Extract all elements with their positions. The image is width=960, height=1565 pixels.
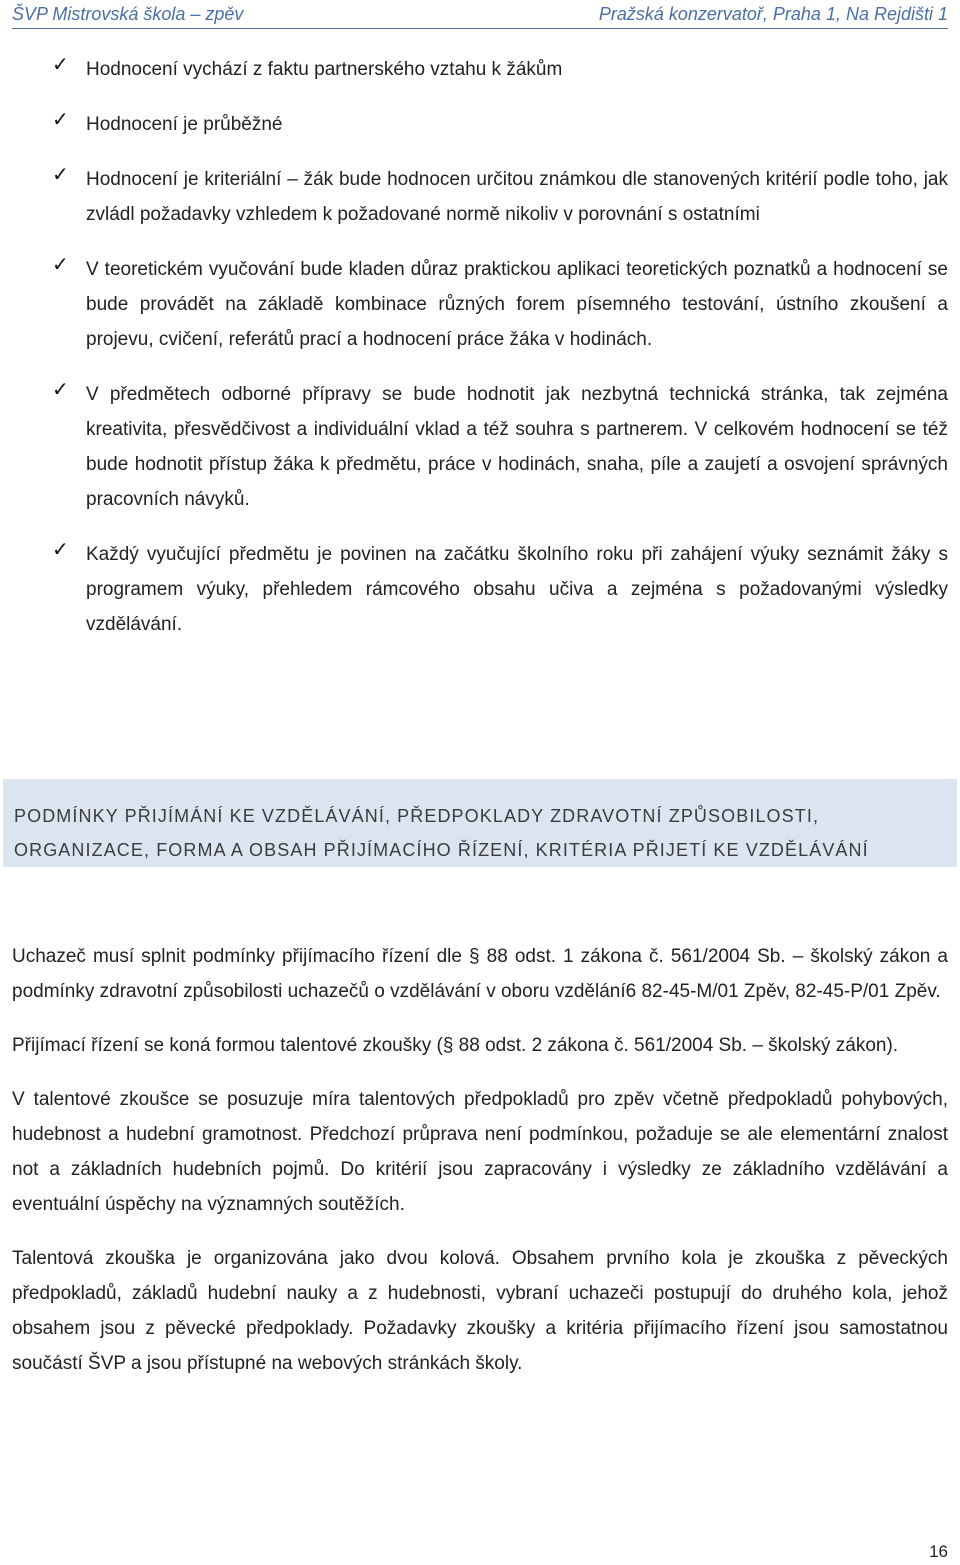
check-mark-icon: ✓ xyxy=(52,377,69,401)
admission-body xyxy=(12,939,948,1400)
check-mark-icon: ✓ xyxy=(52,107,69,131)
check-mark-icon: ✓ xyxy=(52,537,69,561)
list-item-text: V teoretickém vyučování bude kladen důraz praktickou aplikaci teoretických poznatků a hodnocení se bude provádět na základě kombinace různých forem písemného testování, ústního zkoušení a projevu, cvičení, referátů prací a hodnocení práce žáka v hodinách. xyxy=(86,259,948,350)
list-item xyxy=(52,162,948,232)
evaluation-criteria-list xyxy=(52,52,948,642)
check-mark-icon: ✓ xyxy=(52,52,69,76)
check-mark-icon: ✓ xyxy=(52,252,69,276)
section-heading-text: PODMÍNKY PŘIJÍMÁNÍ KE VZDĚLÁVÁNÍ, PŘEDPOKLADY ZDRAVOTNÍ ZPŮSOBILOSTI, ORGANIZACE, FORMA A OBSAH PŘIJÍMACÍHO ŘÍZENÍ, KRITÉRIA PŘIJETÍ KE VZDĚLÁVÁNÍ xyxy=(14,806,869,860)
header-school-program: ŠVP Mistrovská škola – zpěv xyxy=(12,4,244,24)
list-item-text: Hodnocení je průběžné xyxy=(86,114,283,135)
list-item xyxy=(52,537,948,642)
list-item-text: Hodnocení je kriteriální – žák bude hodnocen určitou známkou dle stanovených kritérií podle toho, jak zvládl požadavky vzhledem k požadované normě nikoliv v porovnání s ostatními xyxy=(86,169,948,225)
running-header xyxy=(12,2,948,29)
paragraph: Talentová zkouška je organizována jako dvou kolová. Obsahem prvního kola je zkouška z pěveckých předpokladů, základů hudební nauky a z hudebnosti, vybraní uchazeči postupují do druhého kola, jehož obsahem jsou z pěvecké předpoklady. Požadavky zkoušky a kritéria přijímacího řízení jsou samostatnou součástí ŠVP a jsou přístupné na webových stránkách školy. xyxy=(12,1248,948,1374)
list-item-text: Každý vyučující předmětu je povinen na začátku školního roku při zahájení výuky seznámit žáky s programem výuky, přehledem rámcového obsahu učiva a zejména s požadovanými výsledky vzdělávání. xyxy=(86,544,948,635)
header-institution: Pražská konzervatoř, Praha 1, Na Rejdišti 1 xyxy=(598,4,948,24)
list-item xyxy=(52,377,948,517)
list-item-text: Hodnocení vychází z faktu partnerského vztahu k žákům xyxy=(86,59,563,80)
paragraph: Uchazeč musí splnit podmínky přijímacího řízení dle § 88 odst. 1 zákona č. 561/2004 Sb. – školský zákon a podmínky zdravotní způsobilosti uchazečů o vzdělávání v oboru vzdělání6 82-45-M/01 Zpěv, 82-45-P/01 Zpěv. xyxy=(12,946,948,1002)
section-heading xyxy=(3,779,957,867)
page-number: 16 xyxy=(929,1542,948,1561)
list-item xyxy=(52,252,948,357)
paragraph: Přijímací řízení se koná formou talentové zkoušky (§ 88 odst. 2 zákona č. 561/2004 Sb. – školský zákon). xyxy=(12,1035,899,1056)
list-item xyxy=(52,52,948,87)
list-item-text: V předmětech odborné přípravy se bude hodnotit jak nezbytná technická stránka, tak zejména kreativita, přesvědčivost a individuální vklad a též souhra s partnerem. V celkovém hodnocení se též bude hodnotit přístup žáka k předmětu, práce v hodinách, snaha, píle a zaujetí a osvojení správných pracovních návyků. xyxy=(86,384,948,510)
list-item xyxy=(52,107,948,142)
paragraph: V talentové zkoušce se posuzuje míra talentových předpokladů pro zpěv včetně předpokladů pohybových, hudebnost a hudební gramotnost. Předchozí průprava není podmínkou, požaduje se ale elementární znalost not a základních hudebních pojmů. Do kritérií jsou zapracovány i výsledky ze základního vzdělávání a eventuální úspěchy na významných soutěžích. xyxy=(12,1089,948,1215)
check-mark-icon: ✓ xyxy=(52,162,69,186)
